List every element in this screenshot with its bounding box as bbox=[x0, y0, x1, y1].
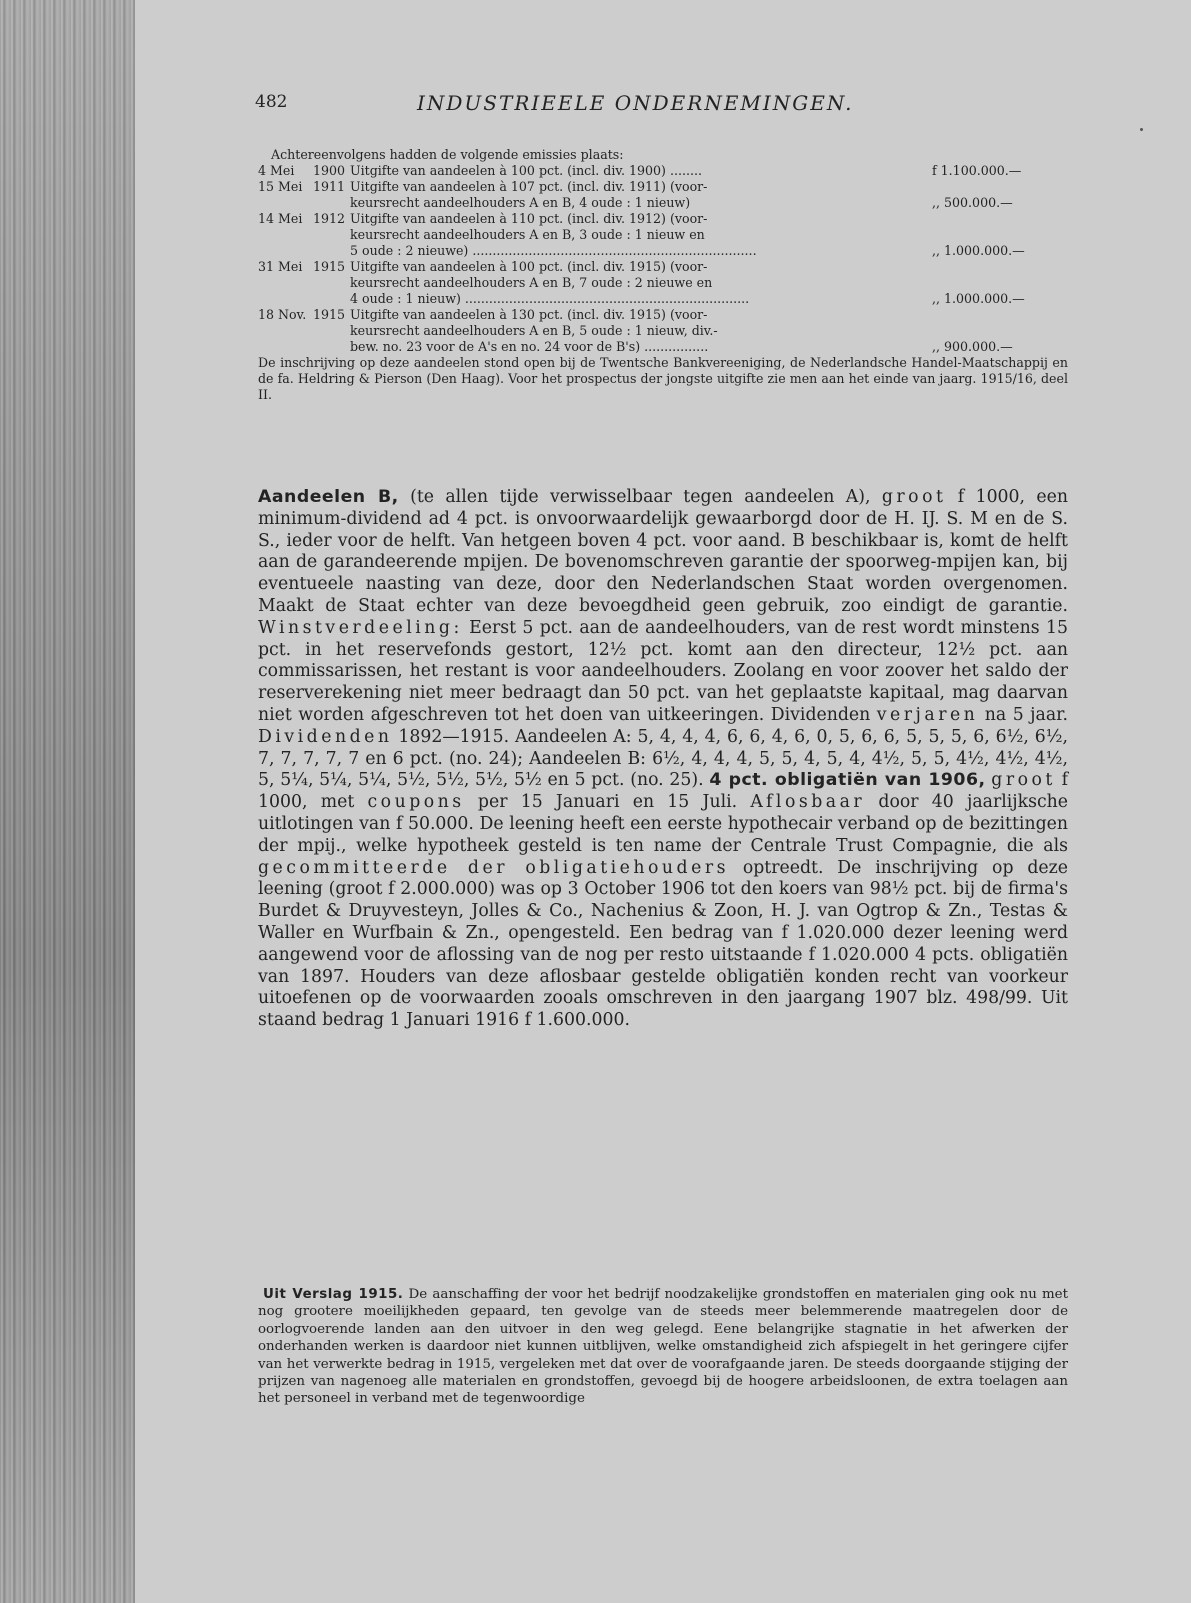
emission-line: keursrecht aandeelhouders A en B, 4 oude : 1 nieuw) bbox=[350, 195, 691, 210]
emission-line: keursrecht aandeelhouders A en B, 7 oude : 2 nieuwe en bbox=[350, 275, 713, 290]
emission-line: Uitgifte van aandeelen à 110 pct. (incl. div. 1912) (voor- bbox=[350, 211, 708, 226]
emission-date: 18 Nov. bbox=[258, 307, 307, 322]
spaced-term: groot bbox=[991, 770, 1056, 791]
emissions-block bbox=[258, 147, 1068, 403]
book-page-edges bbox=[0, 0, 135, 1603]
emission-entry bbox=[258, 163, 1068, 179]
verslag-paragraph bbox=[258, 1286, 1068, 1408]
body-text: na 5 jaar. bbox=[978, 704, 1068, 725]
emission-amount: f 1.100.000.— bbox=[932, 163, 1022, 178]
spaced-term: groot bbox=[881, 487, 947, 507]
body-text: Eerst 5 pct. aan de aandeelhouders, van de rest wordt minstens 15 pct. in het reservefonds gestort, 12½ pct. komt aan den directeur, 12½ pct. aan commissarissen, het restant is voor aandeelhouders. Zoolang en voor zoover het saldo der reserverekening niet meer bedraagt dan 50 pct. van het geplaatste kapitaal, mag daarvan niet worden afgeschreven tot het doen van uitkeeringen. Dividenden bbox=[258, 617, 1068, 725]
running-header bbox=[255, 92, 1191, 122]
emission-line: bew. no. 23 voor de A's en no. 24 voor de B's) ................ bbox=[350, 339, 709, 354]
section-heading-aandeelen-b: Aandeelen B, bbox=[258, 487, 399, 507]
emission-line: Uitgifte van aandeelen à 100 pct. (incl. div. 1915) (voor- bbox=[350, 259, 708, 274]
emission-entry bbox=[258, 211, 1068, 259]
body-text: f 1000, een minimum-dividend ad 4 pct. is onvoorwaardelijk gewaarborgd door de H. IJ. S. M en de S. S., ieder voor de helft. Van hetgeen boven 4 pct. voor aand. B beschikbaar is, komt de helft aan de garandeerende mpijen. De bovenomschreven garantie der spoorweg-mpijen kan, bij eventueele naasting van deze, door den Nederlandschen Staat worden overgenomen. Maakt de Staat echter van deze bevoegdheid geen gebruik, zoo eindigt de garantie. bbox=[258, 487, 1068, 616]
verslag-block bbox=[258, 1286, 1068, 1408]
aandeelen-b-paragraph bbox=[258, 487, 1068, 1032]
emission-line: Uitgifte van aandeelen à 100 pct. (incl. div. 1900) ........ bbox=[350, 163, 702, 178]
body-text: optreedt. De inschrijving op deze leening (groot f 2.000.000) was op 3 October 1906 tot den koers van 98½ pct. bij de firma's Burdet & Druyvesteyn, Jolles & Co., Nachenius & Zoon, H. J. van Ogtrop & Zn., Testas & Waller en Wurfbain & Zn., opengesteld. Een bedrag van f 1.020.000 dezer leening werd aangewend voor de aflossing van de nog per resto uitstaande f 1.020.000 4 pcts. obligatiën van 1897. Houders van deze aflosbaar gestelde obligatiën konden recht van voorkeur uitoefenen op de voorwaarden zooals omschreven in den jaargang 1907 blz. 498/99. Uit staand bedrag 1 Januari 1916 f 1.600.000. bbox=[258, 857, 1068, 1031]
page-number: 482 bbox=[255, 92, 288, 112]
emission-date: 14 Mei bbox=[258, 211, 303, 226]
body-text: 1892—1915. Aandeelen A: 5, 4, 4, 4, 6, 6, 4, 6, 0, 5, 6, 6, 5, 5, 5, 6, 6½, 6½, 7, 7, 7, 7, 7 en 6 pct. (no. 24); Aandeelen B: 6½, 4, 4, 4, 5, 5, 4, 5, 4, 4½, 5, 5, 4½, 4½, 4½, 5, 5¼, 5¼, 5¼, 5½, 5½, 5½, 5½ en 5 pct. (no. 25). bbox=[258, 726, 1068, 791]
emission-line: Uitgifte van aandeelen à 130 pct. (incl. div. 1915) (voor- bbox=[350, 307, 708, 322]
emissions-footnote: De inschrijving op deze aandeelen stond open bij de Twentsche Bankvereeniging, de Nederlandsche Handel-Maatschappij en de fa. Heldring & Pierson (Den Haag). Voor het prospectus der jongste uitgifte zie men aan het einde van jaarg. 1915/16, deel II. bbox=[258, 355, 1068, 402]
running-title: INDUSTRIEELE ONDERNEMINGEN. bbox=[417, 91, 854, 115]
emission-amount: ,, 900.000.— bbox=[932, 339, 1013, 354]
document-page bbox=[135, 0, 1191, 1603]
emission-amount: ,, 1.000.000.— bbox=[932, 291, 1025, 306]
main-text bbox=[258, 487, 1068, 1032]
emission-entry bbox=[258, 179, 1068, 211]
body-text: (te allen tijde verwisselbaar tegen aandeelen A), bbox=[398, 487, 882, 507]
body-text: door 40 jaarlijksche uitlotingen van f 50.000. De leening heeft een eerste hypothecair verband op de bezittingen der mpij., welke hypotheek gesteld is ten name der Centrale Trust Compagnie, die als bbox=[258, 792, 1068, 856]
emission-line: Uitgifte van aandeelen à 107 pct. (incl. div. 1911) (voor- bbox=[350, 179, 708, 194]
section-heading-verslag: Uit Verslag 1915. bbox=[263, 1287, 404, 1302]
section-heading-obligatien: 4 pct. obligatiën van 1906, bbox=[709, 770, 986, 791]
body-text: per 15 Januari en 15 Juli. bbox=[464, 792, 751, 813]
emission-date: 15 Mei bbox=[258, 179, 303, 194]
emission-line: keursrecht aandeelhouders A en B, 3 oude : 1 nieuw en bbox=[350, 227, 705, 242]
spaced-term: coupons bbox=[367, 792, 465, 813]
spaced-term: Winstverdeeling: bbox=[258, 617, 463, 638]
emission-year: 1912 bbox=[313, 211, 346, 226]
emission-amount: ,, 1.000.000.— bbox=[932, 243, 1025, 258]
emission-line: 4 oude : 1 nieuw) ....................................................................... bbox=[350, 291, 750, 306]
emission-year: 1915 bbox=[313, 307, 346, 322]
spaced-term: verjaren bbox=[876, 704, 979, 725]
emission-amount: ,, 500.000.— bbox=[932, 195, 1013, 210]
emission-entry bbox=[258, 307, 1068, 355]
emissions-intro: Achtereenvolgens hadden de volgende emissies plaats: bbox=[271, 147, 624, 162]
spaced-term: gecommitteerde der obligatiehouders bbox=[258, 857, 729, 878]
emission-year: 1911 bbox=[313, 179, 346, 194]
emission-year: 1900 bbox=[313, 163, 346, 178]
spaced-term: Aflosbaar bbox=[750, 792, 866, 813]
emission-entry bbox=[258, 259, 1068, 307]
emission-line: keursrecht aandeelhouders A en B, 5 oude : 1 nieuw, div.- bbox=[350, 323, 718, 338]
emission-date: 4 Mei bbox=[258, 163, 295, 178]
emission-line: 5 oude : 2 nieuwe) ....................................................................... bbox=[350, 243, 757, 258]
emission-date: 31 Mei bbox=[258, 259, 303, 274]
body-text: f 1000, met bbox=[258, 770, 1068, 813]
ink-speck bbox=[1140, 128, 1143, 131]
spaced-term: Dividenden bbox=[258, 726, 393, 747]
emission-year: 1915 bbox=[313, 259, 346, 274]
body-text: De aanschaffing der voor het bedrijf noodzakelijke grondstoffen en materialen ging ook nu met nog grootere moeilijkheden gepaard, ten gevolge van de steeds meer belemmerende maatregelen door de oorlogvoerende landen aan den uitvoer in den weg gelegd. Eene belangrijke stagnatie in het afwerken der onderhanden werken is daardoor niet kunnen uitblijven, welke omstandigheid zich afspiegelt in het geringere cijfer van het verwerkte bedrag in 1915, vergeleken met dat over de voorafgaande jaren. De steeds doorgaande stijging der prijzen van nagenoeg alle materialen en grondstoffen, gevoegd bij de hoogere arbeidsloonen, de extra toelagen aan het personeel in verband met de tegenwoordige bbox=[258, 1287, 1068, 1407]
